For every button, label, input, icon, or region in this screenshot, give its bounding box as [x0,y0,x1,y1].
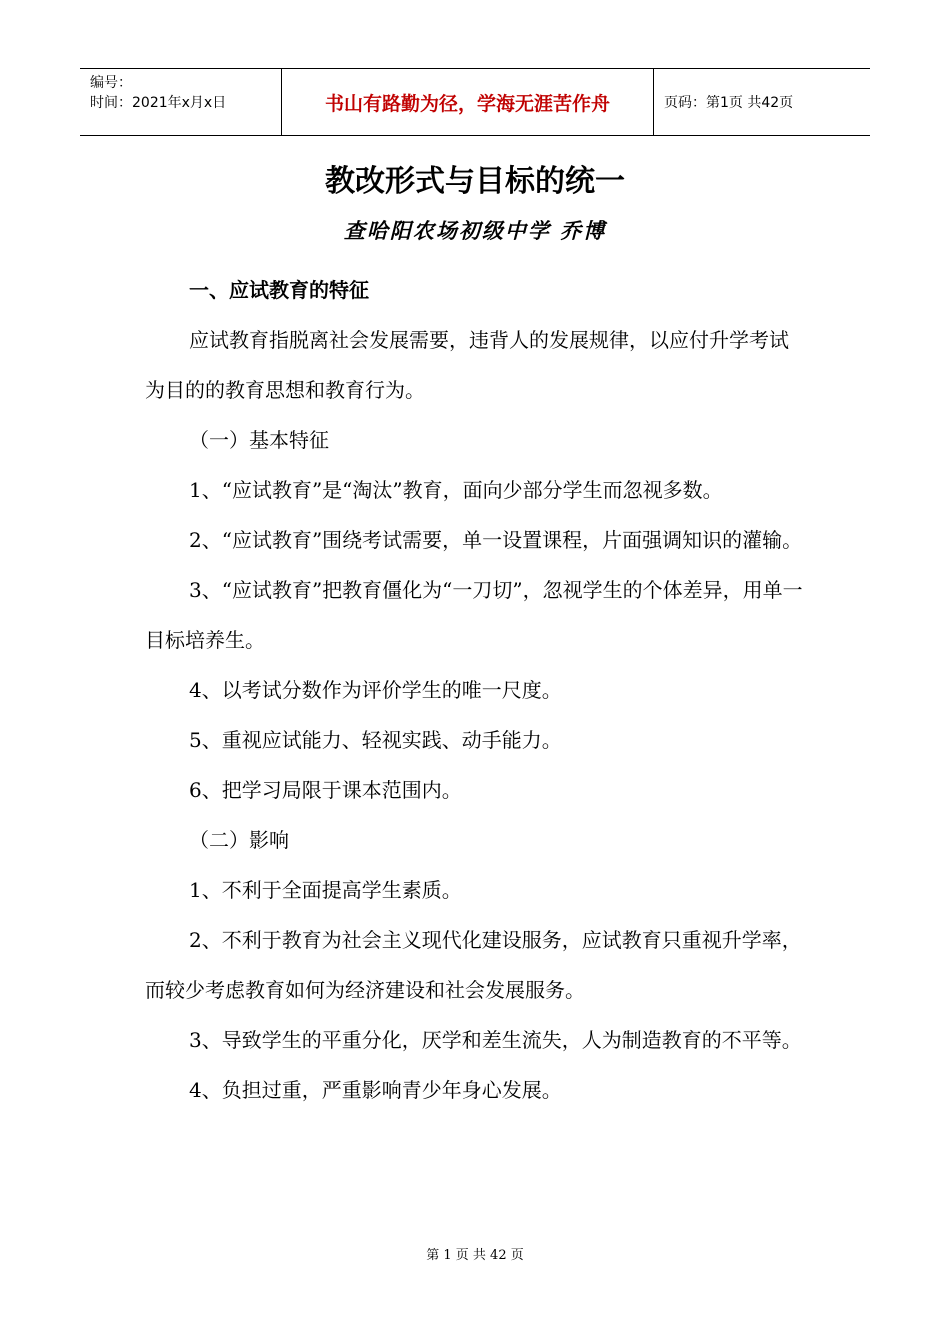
paragraph: 4、负担过重，严重影响青少年身心发展。 [189,1078,562,1102]
author-line: 查哈阳农场初级中学 乔博 [343,218,607,243]
paragraph: 2、“应试教育”围绕考试需要，单一设置课程，片面强调知识的灌输。 [189,528,803,552]
paragraph: 1、不利于全面提高学生素质。 [189,878,462,902]
section-heading: 一、应试教育的特征 [189,278,369,302]
paragraph: 3、导致学生的平重分化，厌学和差生流失，人为制造教育的不平等。 [189,1028,802,1052]
header-motto [282,69,654,135]
page-footer: 第 1 页 共 42 页 [426,1248,524,1263]
paragraph: 4、以考试分数作为评价学生的唯一尺度。 [189,678,562,702]
page-header [80,68,870,136]
header-page-info [654,69,870,135]
paragraph: 1、“应试教育”是“淘汰”教育，面向少部分学生而忽视多数。 [189,478,723,502]
header-number: 编号： [90,75,132,91]
paragraph: 3、“应试教育”把教育僵化为“一刀切”，忽视学生的个体差异，用单一目标培养生。 [145,578,803,652]
document-body [145,265,805,1115]
subsection-heading: （一）基本特征 [189,428,329,452]
subsection-heading: （二）影响 [189,828,289,852]
header-time: 时间：2021年x月x日 [90,95,227,111]
page-info-text: 页码：第1页 共42页 [664,95,794,111]
paragraph: 应试教育指脱离社会发展需要，违背人的发展规律，以应付升学考试为目的的教育思想和教育行为。 [145,328,789,402]
paragraph: 2、不利于教育为社会主义现代化建设服务，应试教育只重视升学率，而较少考虑教育如何为经济建设和社会发展服务。 [145,928,802,1002]
motto-text: 书山有路勤为径，学海无涯苦作舟 [324,92,610,115]
document-title: 教改形式与目标的统一 [325,164,625,199]
header-meta [80,69,282,135]
paragraph: 6、把学习局限于课本范围内。 [189,778,462,802]
paragraph: 5、重视应试能力、轻视实践、动手能力。 [189,728,562,752]
